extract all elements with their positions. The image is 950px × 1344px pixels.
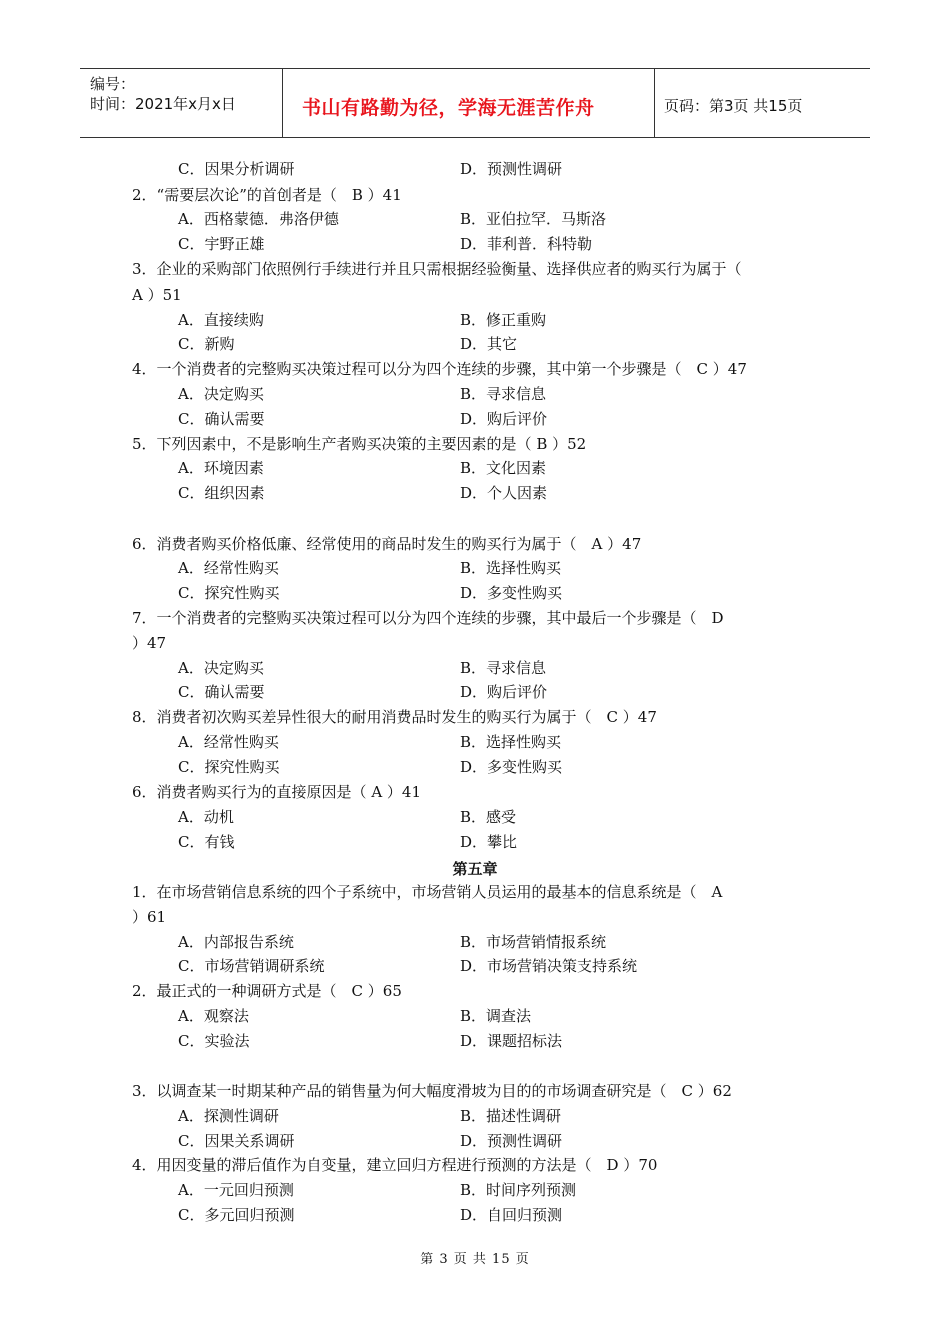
option-right: D．购后评价 [460, 683, 548, 701]
option-right: D．市场营销决策支持系统 [460, 957, 638, 975]
option-left: A．观察法 [178, 1007, 249, 1025]
question-text: ）47 [132, 634, 167, 652]
option-right: D．多变性购买 [460, 584, 563, 602]
option-right: D．个人因素 [460, 484, 548, 502]
question-text: ）61 [132, 908, 167, 926]
option-left: A．经常性购买 [178, 559, 279, 577]
option-right: B．描述性调研 [460, 1107, 562, 1125]
option-left: A．环境因素 [178, 459, 264, 477]
option-right: D．预测性调研 [460, 160, 563, 178]
question-text: A ）51 [132, 286, 182, 304]
question-text: 6．消费者购买价格低廉、经常使用的商品时发生的购买行为属于（ A ）47 [132, 535, 642, 553]
option-left: C．宇野正雄 [178, 235, 265, 253]
option-left: A．探测性调研 [178, 1107, 279, 1125]
option-right: B．选择性购买 [460, 733, 562, 751]
page-footer: 第 3 页 共 15 页 [420, 1252, 530, 1267]
chapter-heading: 第五章 [452, 860, 498, 878]
option-left: A．西格蒙德．弗洛伊德 [178, 210, 339, 228]
question-text: 4．用因变量的滞后值作为自变量，建立回归方程进行预测的方法是（ D ）70 [132, 1156, 658, 1174]
question-text: 2．最正式的一种调研方式是（ C ）65 [132, 982, 402, 1000]
page-header [80, 68, 870, 138]
option-left: C．确认需要 [178, 410, 265, 428]
option-left: C．组织因素 [178, 484, 265, 502]
page-info-text: 页码：第3页 共15页 [664, 97, 803, 115]
option-left: C．确认需要 [178, 683, 265, 701]
question-text: 3．企业的采购部门依照例行手续进行并且只需根据经验衡量、选择供应者的购买行为属于（ [132, 260, 742, 278]
option-left: C．有钱 [178, 833, 235, 851]
header-meta [80, 69, 283, 137]
number-label: 编号： [90, 75, 136, 93]
option-left: A．内部报告系统 [178, 933, 294, 951]
question-text: 8．消费者初次购买差异性很大的耐用消费品时发生的购买行为属于（ C ）47 [132, 708, 657, 726]
option-left: C．因果关系调研 [178, 1132, 295, 1150]
question-text: 4．一个消费者的完整购买决策过程可以分为四个连续的步骤，其中第一个步骤是（ C ）47 [132, 360, 747, 378]
option-left: A．经常性购买 [178, 733, 279, 751]
option-left: C．因果分析调研 [178, 160, 295, 178]
option-right: D．攀比 [460, 833, 518, 851]
option-left: C．探究性购买 [178, 584, 280, 602]
option-left: A．决定购买 [178, 659, 264, 677]
option-left: C．多元回归预测 [178, 1206, 295, 1224]
question-text: 6．消费者购买行为的直接原因是（ A ）41 [132, 783, 422, 801]
option-left: C．实验法 [178, 1032, 250, 1050]
option-right: D．多变性购买 [460, 758, 563, 776]
time-label: 时间：2021年x月x日 [90, 95, 236, 113]
option-right: D．其它 [460, 335, 518, 353]
option-right: D．课题招标法 [460, 1032, 563, 1050]
option-right: D．自回归预测 [460, 1206, 563, 1224]
question-text: 1．在市场营销信息系统的四个子系统中，市场营销人员运用的最基本的信息系统是（ A [132, 883, 723, 901]
option-left: C．新购 [178, 335, 235, 353]
question-text: 7．一个消费者的完整购买决策过程可以分为四个连续的步骤，其中最后一个步骤是（ D [132, 609, 724, 627]
option-right: B．选择性购买 [460, 559, 562, 577]
option-left: A．动机 [178, 808, 234, 826]
option-left: C．市场营销调研系统 [178, 957, 325, 975]
header-motto [282, 69, 655, 137]
option-left: C．探究性购买 [178, 758, 280, 776]
question-text: 5．下列因素中，不是影响生产者购买决策的主要因素的是（ B ）52 [132, 435, 587, 453]
option-left: A．决定购买 [178, 385, 264, 403]
motto-text: 书山有路勤为径，学海无涯苦作舟 [302, 97, 595, 119]
option-left: A．直接续购 [178, 311, 264, 329]
option-right: B．调查法 [460, 1007, 532, 1025]
option-right: D．菲利普．科特勒 [460, 235, 593, 253]
option-right: B．寻求信息 [460, 385, 547, 403]
question-text: 2．“需要层次论”的首创者是（ B ）41 [132, 186, 402, 204]
option-right: B．感受 [460, 808, 517, 826]
option-right: B．寻求信息 [460, 659, 547, 677]
header-page-info [654, 69, 870, 137]
option-right: B．市场营销情报系统 [460, 933, 607, 951]
option-right: B．亚伯拉罕．马斯洛 [460, 210, 607, 228]
option-left: A．一元回归预测 [178, 1181, 294, 1199]
option-right: D．购后评价 [460, 410, 548, 428]
option-right: B．时间序列预测 [460, 1181, 577, 1199]
option-right: D．预测性调研 [460, 1132, 563, 1150]
option-right: B．文化因素 [460, 459, 547, 477]
question-text: 3．以调查某一时期某种产品的销售量为何大幅度滑坡为目的的市场调查研究是（ C ）62 [132, 1082, 732, 1100]
option-right: B．修正重购 [460, 311, 547, 329]
